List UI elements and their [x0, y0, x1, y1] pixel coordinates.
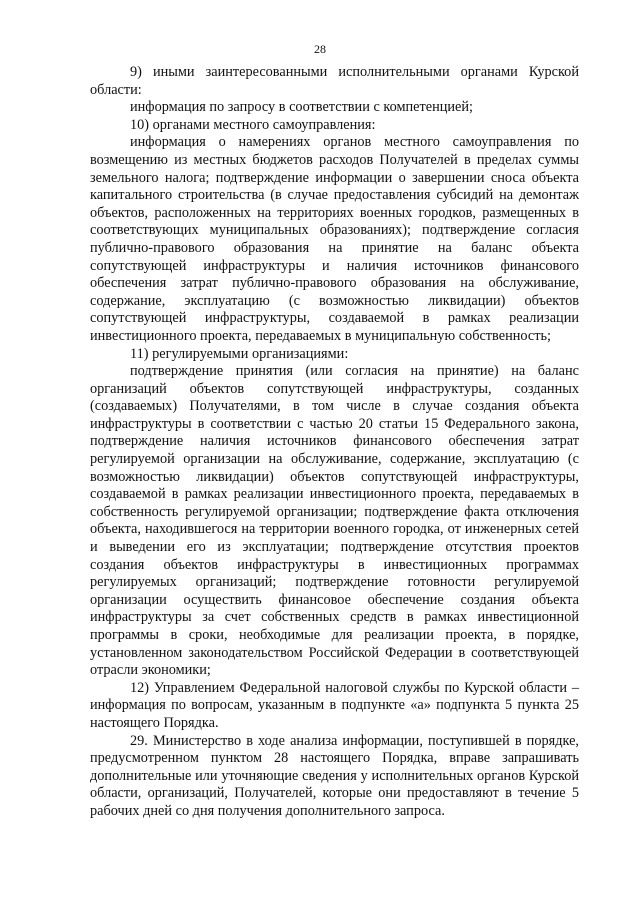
paragraph-11-heading: 11) регулируемыми организациями: [130, 345, 349, 362]
paragraph-10-heading: 10) органами местного самоуправления: [130, 116, 376, 133]
paragraph-11-content: подтверждение принятия (или согласия на принятие) на баланс организаций объектов сопутствующей инфраструктуры, созданных (создаваемых) Получателями, в том числе в случае создания объекта инфраструктуры в соответствии с частью 20 статьи 15 Федерального закона, подтверждение наличия источников финансового обеспечения затрат регулируемой организации на обслуживание, содержание, эксплуатацию (с возможностью ликвидации) объектов сопутствующей инфраструктуры, создаваемой в рамках реализации инвестиционного проекта, передаваемых в собственность регулируемой организации; подтверждение факта отключения объекта, находившегося на территории военного городка, от инженерных сетей и выведении его из эксплуатации; подтверждение отсутствия проектов создания объектов инфраструктуры в инвестиционных программах регулируемых организаций; подтверждение готовности регулируемой организации осуществить финансовое обеспечение создания объекта инфраструктуры за счет собственных средств в рамках инвестиционной программы в сроки, необходимые для реализации проекта, в порядке, установленном законодательством Российской Федерации в соответствующей отрасли экономики; [90, 363, 579, 679]
paragraph-29: 29. Министерство в ходе анализа информации, поступившей в порядке, предусмотренном пунктом 28 настоящего Порядка, вправе запрашивать дополнительные или уточняющие сведения у исполнительных органов Курской области, организаций, Получателей, которые они предоставляют в течение 5 рабочих дней со дня получения дополнительного запроса. [90, 732, 579, 819]
paragraph-9-content: информация по запросу в соответствии с компетенцией; [130, 99, 474, 116]
paragraph-10-content: информация о намерениях органов местного самоуправления по возмещению из местных бюджетов расходов Получателей в пределах суммы земельного налога; подтверждение информации о завершении сноса объекта капитального строительства (в случае предоставления субсидий на демонтаж объектов, расположенных на территориях военных городков, размещенных в соответствующих муниципальных образованиях); подтверждение согласия публично-правового образования на принятие на баланс объекта сопутствующей инфраструктуры и наличия источников финансового обеспечения затрат публично-правового образования на обслуживание, содержание, эксплуатацию (с возможностью ликвидации) объектов сопутствующей инфраструктуры, создаваемой в рамках реализации инвестиционного проекта, передаваемых в муниципальную собственность; [90, 134, 579, 344]
document-body [90, 64, 579, 821]
page-number: 28 [314, 42, 326, 56]
paragraph-12: 12) Управлением Федеральной налоговой службы по Курской области – информация по вопросам, указанным в подпункте «а» подпункта 5 пункта 25 настоящего Порядка. [90, 679, 579, 731]
paragraph-9-heading: 9) иными заинтересованными исполнительными органами Курской области: [90, 64, 579, 98]
